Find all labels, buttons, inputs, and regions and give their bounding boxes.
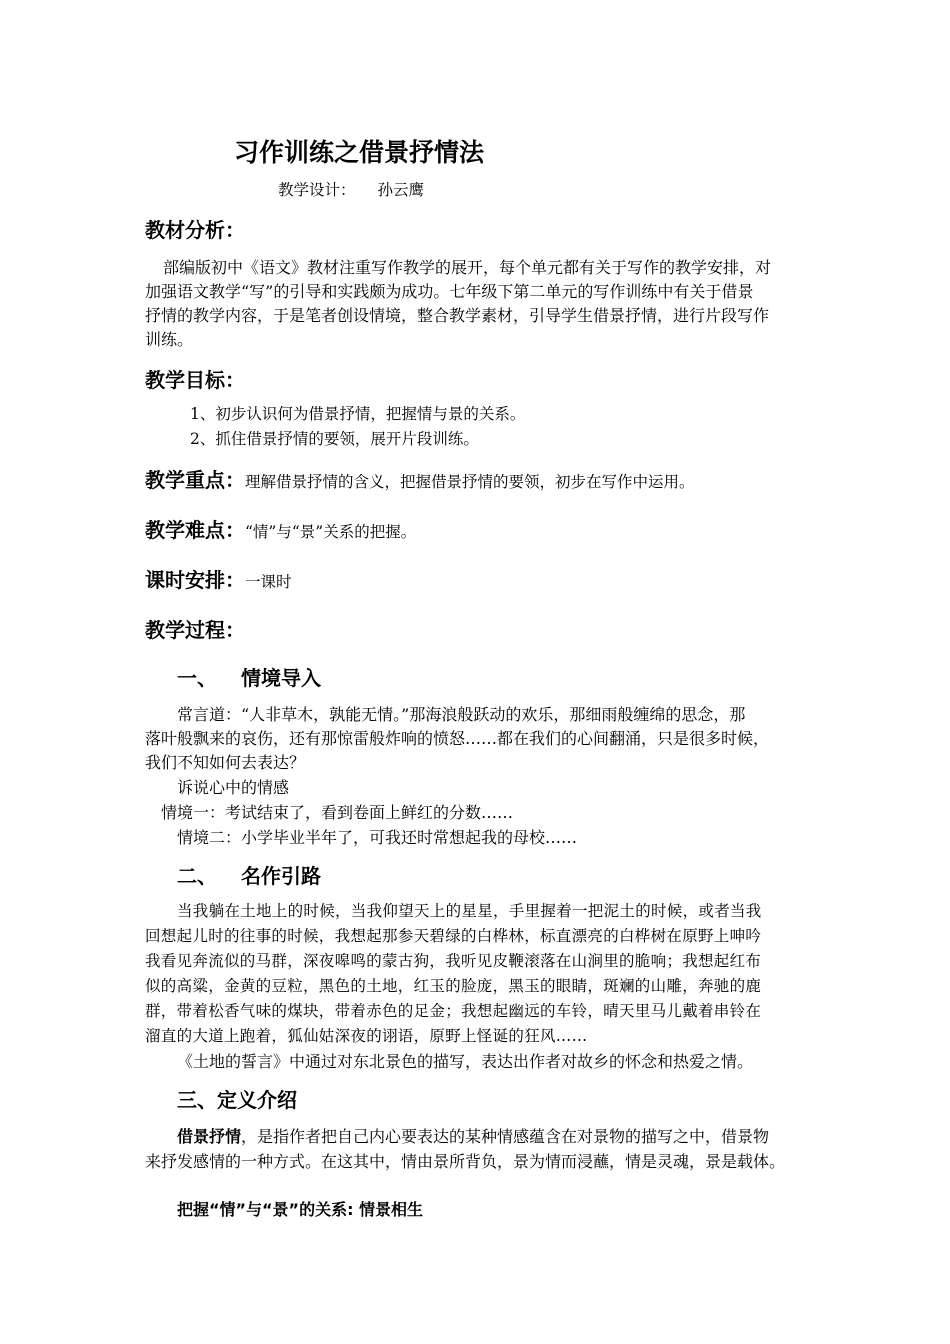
page-title: 习作训练之借景抒情法 [234, 138, 485, 167]
schedule-text: 一课时 [245, 573, 292, 591]
part1-line: 常言道：“人非草木，孰能无情。”那海浪般跃动的欢乐，那细雨般缠绵的思念，那 [177, 705, 746, 724]
excerpt-line: 我看见奔流似的马群，深夜嗥鸣的蒙古狗，我听见皮鞭滚落在山涧里的脆响；我想起红布 [145, 952, 762, 970]
goal-item: 2、抓住借景抒情的要领，展开片段训练。 [190, 430, 479, 448]
part2-heading [177, 860, 321, 889]
materials-line: 训练。 [145, 330, 194, 349]
part1-number: 一、 [177, 666, 217, 690]
goal-item: 1、初步认识何为借景抒情，把握情与景的关系。 [190, 405, 526, 423]
excerpt-line: 回想起儿时的往事的时候，我想起那参天碧绿的白桦林，标直漂亮的白桦树在原野上呻吟 [145, 927, 762, 945]
schedule-label: 课时安排： [145, 568, 245, 592]
part1-heading [177, 662, 321, 691]
byline-label: 教学设计： [278, 181, 356, 199]
scene-one: 情境一：考试结束了，看到卷面上鲜红的分数…… [161, 803, 514, 822]
byline-author: 孙云鹰 [377, 181, 425, 199]
definition-line: 来抒发感情的一种方式。在这其中，情由景所背负，景为情而浸蘸，情是灵魂，景是载体。 [145, 1152, 786, 1171]
part2-title: 名作引路 [241, 864, 321, 888]
excerpt-line: 群，带着松香气味的煤块，带着赤色的足金；我想起幽远的车铃，晴天里马儿戴着串铃在 [145, 1002, 762, 1020]
difficulty-text: “情”与“景”关系的把握。 [245, 523, 417, 541]
relation-note: 把握“情”与“景”的关系: 情景相生 [177, 1200, 424, 1219]
excerpt-comment: 《土地的誓言》中通过对东北景色的描写，表达出作者对故乡的怀念和热爱之情。 [177, 1052, 754, 1071]
part3-heading: 三、定义介绍 [177, 1088, 297, 1112]
definition-term: 借景抒情 [177, 1127, 242, 1146]
part2-number: 二、 [177, 864, 217, 888]
byline [278, 178, 424, 200]
heading-difficulty [145, 514, 416, 543]
part1-sub-label: 诉说心中的情感 [177, 778, 290, 797]
heading-goals: 教学目标： [145, 368, 245, 392]
definition-rest: ，是指作者把自己内心要表达的某种情感蕴含在对景物的描写之中，借景物 [241, 1127, 770, 1146]
materials-line: 抒情的教学内容，于是笔者创设情境，整合教学素材，引导学生借景抒情，进行片段写作 [145, 306, 770, 325]
scene-two: 情境二：小学毕业半年了，可我还时常想起我的母校…… [177, 828, 578, 847]
excerpt-line: 溜直的大道上跑着，狐仙姑深夜的诩语，原野上怪诞的狂风…… [145, 1027, 588, 1045]
part1-title: 情境导入 [241, 666, 321, 690]
heading-process: 教学过程： [145, 618, 245, 642]
heading-focus [145, 464, 695, 493]
definition-line [177, 1124, 769, 1147]
materials-line: 加强语文教学“写”的引导和实践颇为成功。七年级下第二单元的写作训练中有关于借景 [145, 282, 754, 301]
difficulty-label: 教学难点： [145, 518, 245, 542]
focus-label: 教学重点： [145, 468, 245, 492]
excerpt-line: 当我躺在土地上的时候，当我仰望天上的星星，手里握着一把泥土的时候，或者当我 [177, 902, 762, 920]
focus-text: 理解借景抒情的含义，把握借景抒情的要领，初步在写作中运用。 [245, 473, 695, 491]
materials-line: 部编版初中《语文》教材注重写作教学的展开，每个单元都有关于写作的教学安排，对 [163, 258, 772, 277]
heading-materials: 教材分析： [145, 218, 245, 242]
part1-line: 落叶般飘来的哀伤，还有那惊雷般炸响的愤怒……都在我们的心间翻涌，只是很多时候， [145, 729, 770, 748]
heading-schedule [145, 564, 292, 593]
excerpt-line: 似的高粱，金黄的豆粒，黑色的土地，红玉的脸庞，黑玉的眼睛，斑斓的山雕，奔驰的鹿 [145, 977, 762, 995]
part1-line: 我们不知如何去表达？ [145, 753, 306, 772]
